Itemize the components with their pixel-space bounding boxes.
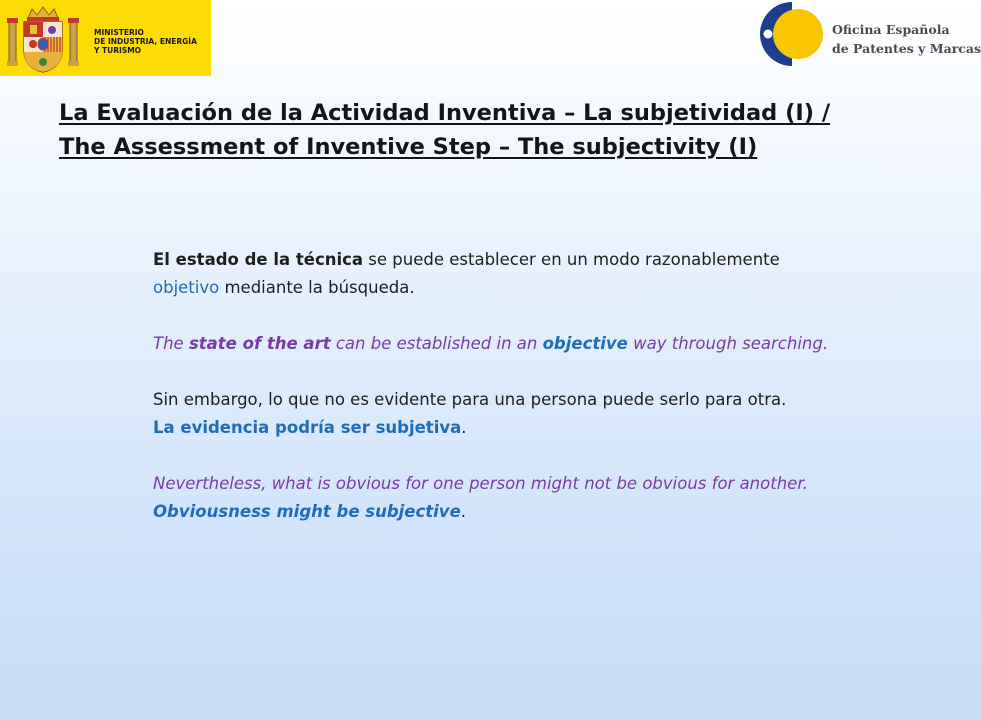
text-line (153, 498, 943, 526)
oepm-logo-icon (760, 2, 824, 66)
office-name (832, 20, 981, 58)
ministry-line: Y TURISMO (94, 46, 142, 55)
text-line (153, 246, 943, 274)
text-run: se puede establecer en un modo razonablemente (363, 250, 780, 269)
text-run: The (153, 334, 189, 353)
office-line: de Patentes y Marcas (832, 41, 981, 56)
paragraph-subjectivity-en (153, 470, 943, 526)
slide-body (153, 246, 943, 526)
text-line (153, 414, 943, 442)
paragraph-spacer (153, 302, 943, 330)
slide-header (0, 0, 981, 80)
paragraph-state-of-art-es (153, 246, 943, 302)
ministry-logo-banner (0, 0, 211, 76)
title-line-spanish: La Evaluación de la Actividad Inventiva – La subjetividad (I) / (59, 100, 831, 126)
paragraph-spacer (153, 442, 943, 470)
text-line: Nevertheless, what is obvious for one person might not be obvious for another. (153, 474, 808, 493)
paragraph-state-of-art-en (153, 330, 943, 358)
text-run: . (461, 418, 467, 437)
title-line-english: The Assessment of Inventive Step – The subjectivity (I) (59, 134, 758, 160)
text-line: Sin embargo, lo que no es evidente para una persona puede serlo para otra. (153, 390, 787, 409)
text-run: . (460, 502, 467, 521)
paragraph-subjectivity-es (153, 386, 943, 442)
office-line: Oficina Española (832, 22, 950, 37)
text-run: can be established in an (330, 334, 543, 353)
text-highlight: objetivo (153, 278, 220, 297)
text-line (153, 274, 943, 302)
slide-title (59, 96, 939, 164)
text-highlight: objective (542, 334, 628, 353)
text-highlight: La evidencia podría ser subjetiva (153, 418, 462, 437)
text-run: way through searching. (627, 334, 829, 353)
ministry-line: MINISTERIO (94, 28, 144, 37)
text-emphasis: El estado de la técnica (153, 250, 364, 269)
paragraph-spacer (153, 358, 943, 386)
ministry-line: DE INDUSTRIA, ENERGÍA (94, 37, 197, 46)
ministry-name (94, 28, 210, 55)
spanish-coat-of-arms-icon (6, 4, 80, 74)
text-highlight: Obviousness might be subjective (153, 502, 461, 521)
office-logo (760, 0, 981, 80)
text-emphasis: state of the art (188, 334, 331, 353)
text-run: mediante la búsqueda. (219, 278, 415, 297)
